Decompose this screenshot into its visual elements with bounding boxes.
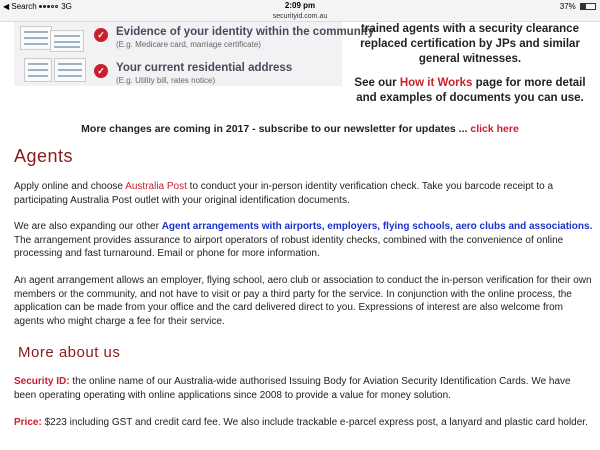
battery-percent: 37% [559, 2, 576, 11]
agents-p2-prefix: We are also expanding our other [14, 221, 162, 232]
price-paragraph [14, 416, 594, 430]
requirement-subtitle: (E.g. Medicare card, marriage certificate) [116, 40, 261, 49]
security-id-paragraph [14, 375, 594, 402]
agent-arrangements-link[interactable]: Agent arrangements with airports, employers, flying schools, aero clubs and associations. [161, 221, 593, 232]
document-thumbnail-icon [24, 58, 52, 82]
status-bar [0, 0, 600, 13]
requirement-title: Evidence of your identity within the community [116, 26, 375, 38]
network-label: 3G [61, 2, 72, 11]
agents-paragraph-1 [14, 180, 594, 207]
newsletter-text: More changes are coming in 2017 - subscribe to our newsletter for updates ... [81, 123, 471, 135]
battery-icon [580, 3, 596, 10]
agents-p2-suffix: The arrangement provides assurance to airport operators of robust identity checks, combined with the convenience of online processing and fast turnaround. Email or phone for more information. [14, 234, 564, 259]
agents-paragraph-2 [14, 220, 594, 261]
agents-clearance-text: trained agents with a security clearance replaced certification by JPs and similar general witnesses. [360, 23, 580, 65]
how-it-works-prefix: See our [354, 77, 400, 89]
agents-p1-prefix: Apply online and choose [14, 181, 126, 192]
newsletter-banner [0, 123, 600, 135]
australia-post-link[interactable]: Australia Post [125, 181, 187, 192]
right-column [352, 22, 588, 115]
url-bar[interactable] [0, 13, 600, 22]
agents-paragraph-3: An agent arrangement allows an employer, flying school, aero club or association to conduct the in-person verification for their own members or the community, and not have to visit or pay a third party for the service. In conjunction with the online process, the application can be made from your office and the card delivered direct to you. Expressions of interest are also welcome from agents who might charge a fee for their service. [14, 275, 592, 327]
click-here-link[interactable]: click here [470, 123, 519, 135]
check-icon: ✓ [94, 64, 108, 78]
security-id-text: the online name of our Australia-wide authorised Issuing Body for Aviation Security Identification Cards. We have been operating operating with online applications since 2008 to provide a value for money solution. [14, 376, 571, 401]
carrier-label[interactable]: Search [11, 2, 37, 11]
document-thumbnail-icon [54, 58, 86, 82]
requirement-subtitle: (E.g. Utility bill, rates notice) [116, 76, 216, 85]
check-icon: ✓ [94, 28, 108, 42]
how-it-works-suffix: page for more detail and examples of documents you can use. [356, 77, 586, 104]
status-right [560, 2, 596, 11]
document-thumbnail-icon [50, 30, 84, 52]
more-about-heading: More about us [18, 344, 121, 361]
security-id-label: Security ID: [14, 376, 70, 387]
how-it-works-link[interactable]: How it Works [399, 77, 473, 89]
price-label: Price: [14, 417, 42, 428]
url-text[interactable]: securityid.com.au [272, 13, 328, 20]
document-thumbnail-icon [20, 26, 52, 50]
requirements-graphic [14, 22, 375, 86]
requirement-title: Your current residential address [116, 62, 293, 74]
agents-p1-suffix: to conduct your in-person identity verification check. Take you barcode receipt to a participating Australia Post outlet with your original identification documents. [14, 181, 554, 206]
agents-heading: Agents [14, 146, 74, 166]
how-it-works-text [352, 76, 588, 106]
status-time: 2:09 pm [284, 1, 316, 10]
price-text: $223 including GST and credit card fee. We also include trackable e-parcel express post, a lanyard and plastic card holder. [41, 417, 588, 428]
back-arrow-icon[interactable]: ◀ [3, 2, 10, 11]
